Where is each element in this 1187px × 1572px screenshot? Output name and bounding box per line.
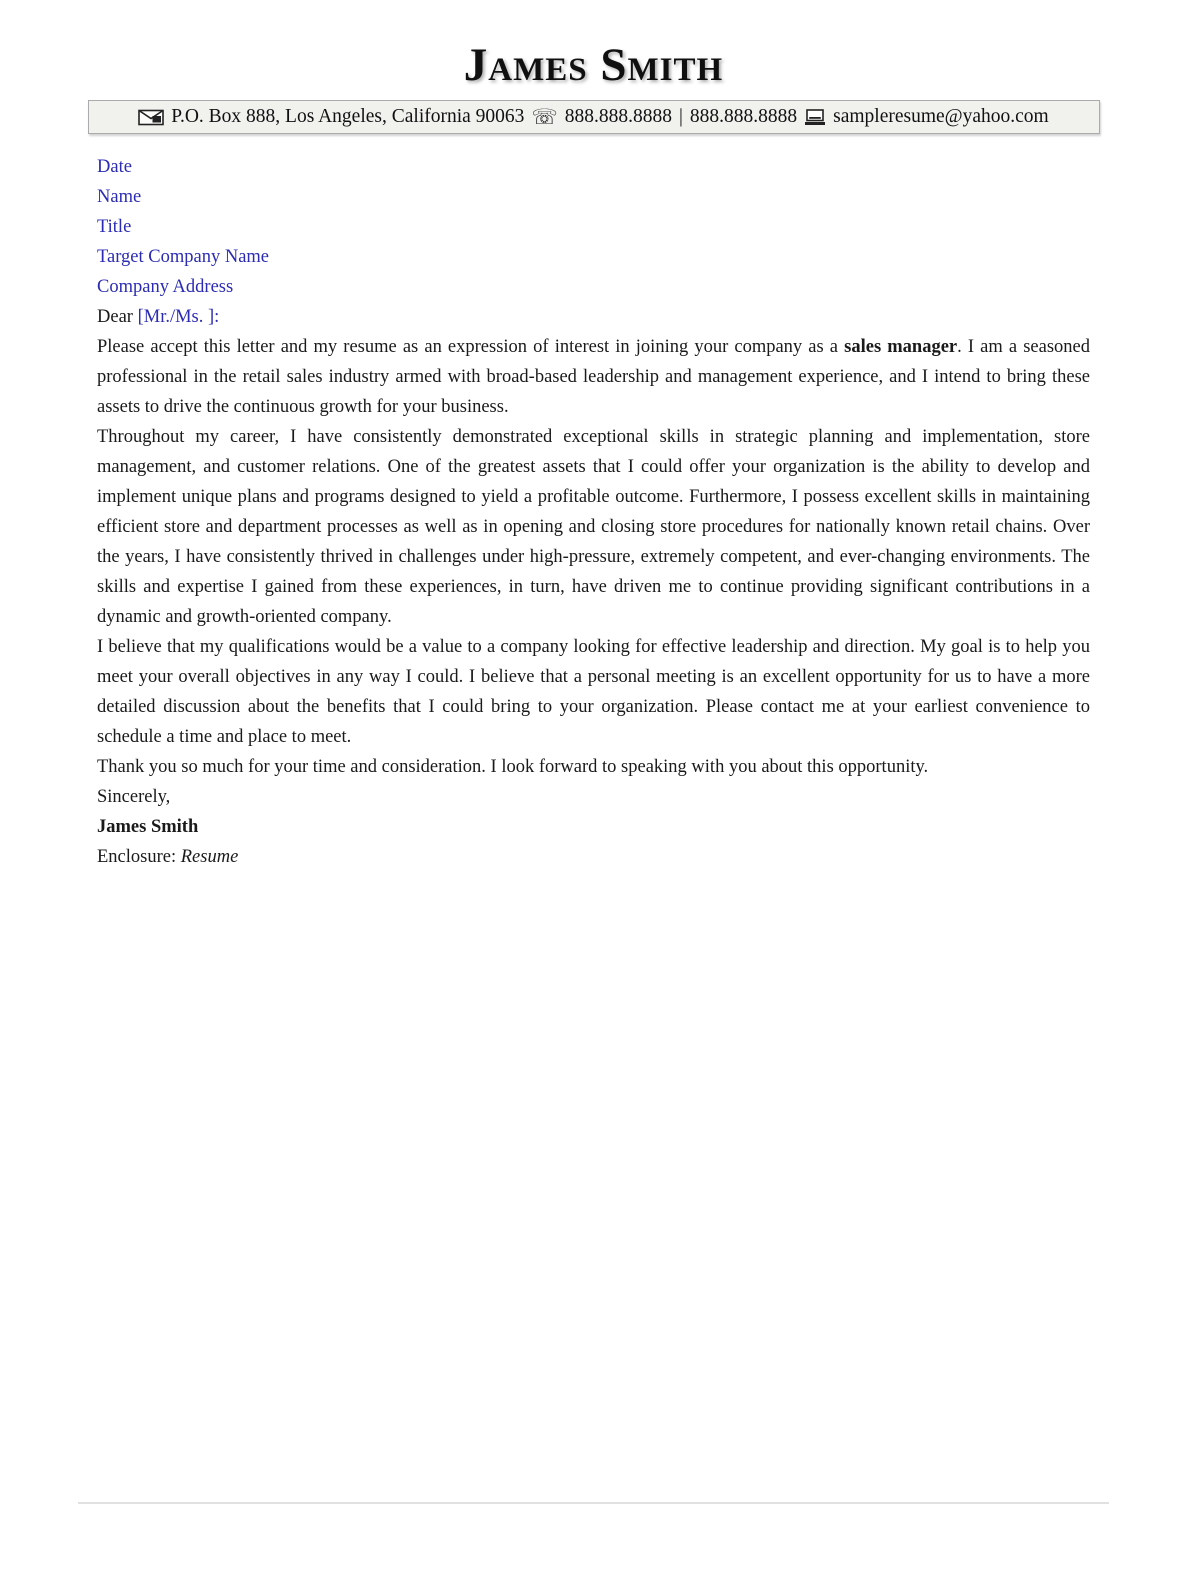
contact-phone-separator: | [678,106,683,127]
salutation [97,302,1090,332]
mail-icon [138,109,164,126]
enclosure-label: Enclosure: [97,847,181,867]
paragraph-skills: Throughout my career, I have consistently demonstrated exceptional skills in strategic planning and implementation, store management, and customer relations. One of the greatest assets that I could offer your organization is the ability to develop and implement unique plans and programs designed to yield a profitable outcome. Furthermore, I possess excellent skills in maintaining efficient store and department processes as well as in opening and closing store procedures for nationally known retail chains. Over the years, I have consistently thrived in challenges under high-pressure, extremely competent, and ever-changing environments. The skills and expertise I gained from these experiences, in turn, have driven me to continue providing significant contributions in a dynamic and growth-oriented company. [97,427,1090,627]
signature-name: James Smith [97,817,199,837]
date-placeholder: Date [97,157,132,177]
paragraph-thanks: Thank you so much for your time and consideration. I look forward to speaking with you about this opportunity. [97,757,929,777]
recipient-company-placeholder: Target Company Name [97,247,270,267]
paragraph-intro-text-after: . I am a seasoned professional in the retail sales industry armed with broad-based leadership and management experience, and I intend to bring these assets to drive the continuous growth for your business. [97,337,1090,417]
paragraph-intro-text: Please accept this letter and my resume as an expression of interest in joining your company as a [97,337,845,357]
paragraph-qualifications: I believe that my qualifications would be a value to a company looking for effective leadership and direction. My goal is to help you meet your overall objectives in any way I could. I believe that a personal meeting is an excellent opportunity for us to have a more detailed discussion about the benefits that I could bring to your organization. Please contact me at your earliest convenience to schedule a time and place to meet. [97,637,1090,747]
footer-divider [78,1502,1109,1504]
salutation-placeholder: [Mr./Ms. ]: [137,307,220,327]
valediction: Sincerely, [97,787,171,807]
enclosure-value: Resume [180,847,239,867]
contact-email: sampleresume@yahoo.com [833,106,1049,127]
contact-bar: P.O. Box 888, Los Angeles, California 90063 ☏ 888.888.8888 | 888.888.8888 sampleresume@yahoo.com [88,100,1100,134]
contact-phone-2: 888.888.8888 [689,106,798,127]
computer-icon [804,109,826,126]
recipient-name-placeholder: Name [97,187,142,207]
cover-letter-page [0,36,1187,872]
recipient-address-placeholder: Company Address [97,277,234,297]
enclosure-line [97,842,1090,872]
paragraph-intro [97,332,1090,422]
letter-body [97,152,1090,872]
salutation-prefix: Dear [97,307,138,327]
recipient-block [97,182,1090,302]
recipient-title-placeholder: Title [97,217,132,237]
page-title: James Smith [463,39,724,91]
contact-address: P.O. Box 888, Los Angeles, California 90063 [171,106,525,127]
contact-phone-1: 888.888.8888 [564,106,672,127]
paragraph-intro-bold: sales manager [844,337,958,357]
